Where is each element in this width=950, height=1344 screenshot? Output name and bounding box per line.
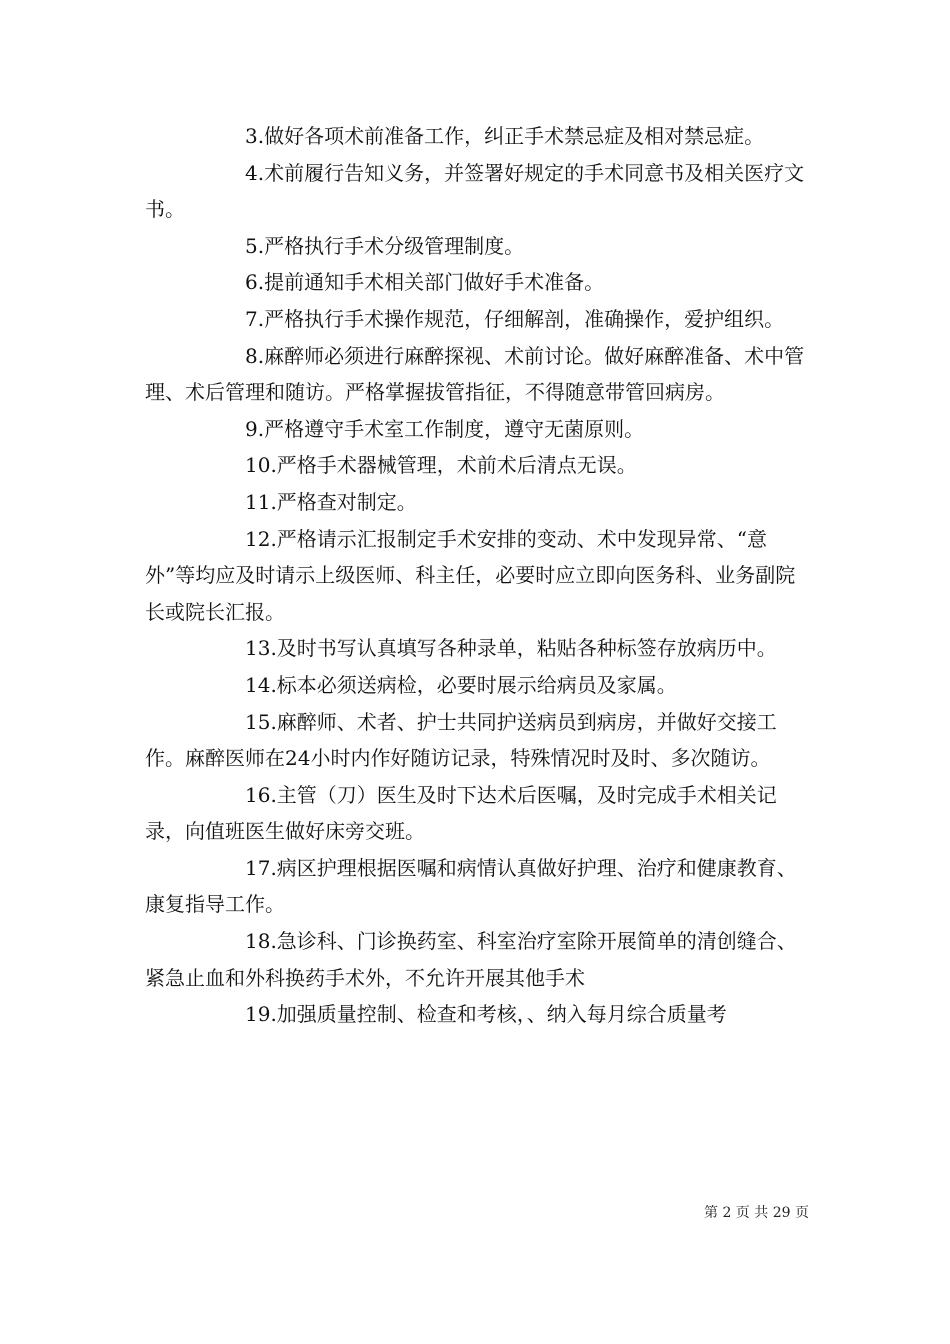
paragraph-9: 9.严格遵守手术室工作制度，遵守无菌原则。 [245,416,645,441]
paragraph-10: 10.严格手术器械管理，术前术后清点无误。 [245,453,637,478]
paragraph-16: 16.主管（刀）医生及时下达术后医嘱，及时完成手术相关记录，向值班医生做好床旁交班。 [145,782,777,844]
paragraph-19: 19.加强质量控制、检查和考核，、纳入每月综合质量考 [245,1002,727,1027]
document-body [145,118,810,1033]
paragraph-15: 15.麻醉师、术者、护士共同护送病员到病房，并做好交接工作。麻醉医师在24小时内作好随访记录，特殊情况时及时、多次随访。 [145,709,777,771]
paragraph-8: 8.麻醉师必须进行麻醉探视、术前讨论。做好麻醉准备、术中管理、术后管理和随访。严格掌握拔管指征，不得随意带管回病房。 [145,343,805,405]
page-number-footer: 第 2 页 共 29 页 [704,1205,809,1221]
paragraph-6: 6.提前通知手术相关部门做好手术准备。 [245,270,605,295]
paragraph-5: 5.严格执行手术分级管理制度。 [245,233,525,258]
paragraph-4: 4.术前履行告知义务，并签署好规定的手术同意书及相关医疗文书。 [145,160,805,222]
paragraph-11: 11.严格查对制定。 [245,489,417,514]
paragraph-13: 13.及时书写认真填写各种录单，粘贴各种标签存放病历中。 [245,636,777,661]
paragraph-14: 14.标本必须送病检，必要时展示给病员及家属。 [245,672,677,697]
paragraph-7: 7.严格执行手术操作规范，仔细解剖，准确操作，爱护组织。 [245,306,785,331]
paragraph-18: 18.急诊科、门诊换药室、科室治疗室除开展简单的清创缝合、紧急止血和外科换药手术外，不允许开展其他手术 [145,929,797,990]
paragraph-17: 17.病区护理根据医嘱和病情认真做好护理、治疗和健康教育、康复指导工作。 [145,855,797,917]
paragraph-12: 12.严格请示汇报制定手术安排的变动、术中发现异常、“意外”等均应及时请示上级医师、科主任，必要时应立即向医务科、业务副院长或院长汇报。 [145,526,796,624]
paragraph-3: 3.做好各项术前准备工作，纠正手术禁忌症及相对禁忌症。 [245,124,765,148]
